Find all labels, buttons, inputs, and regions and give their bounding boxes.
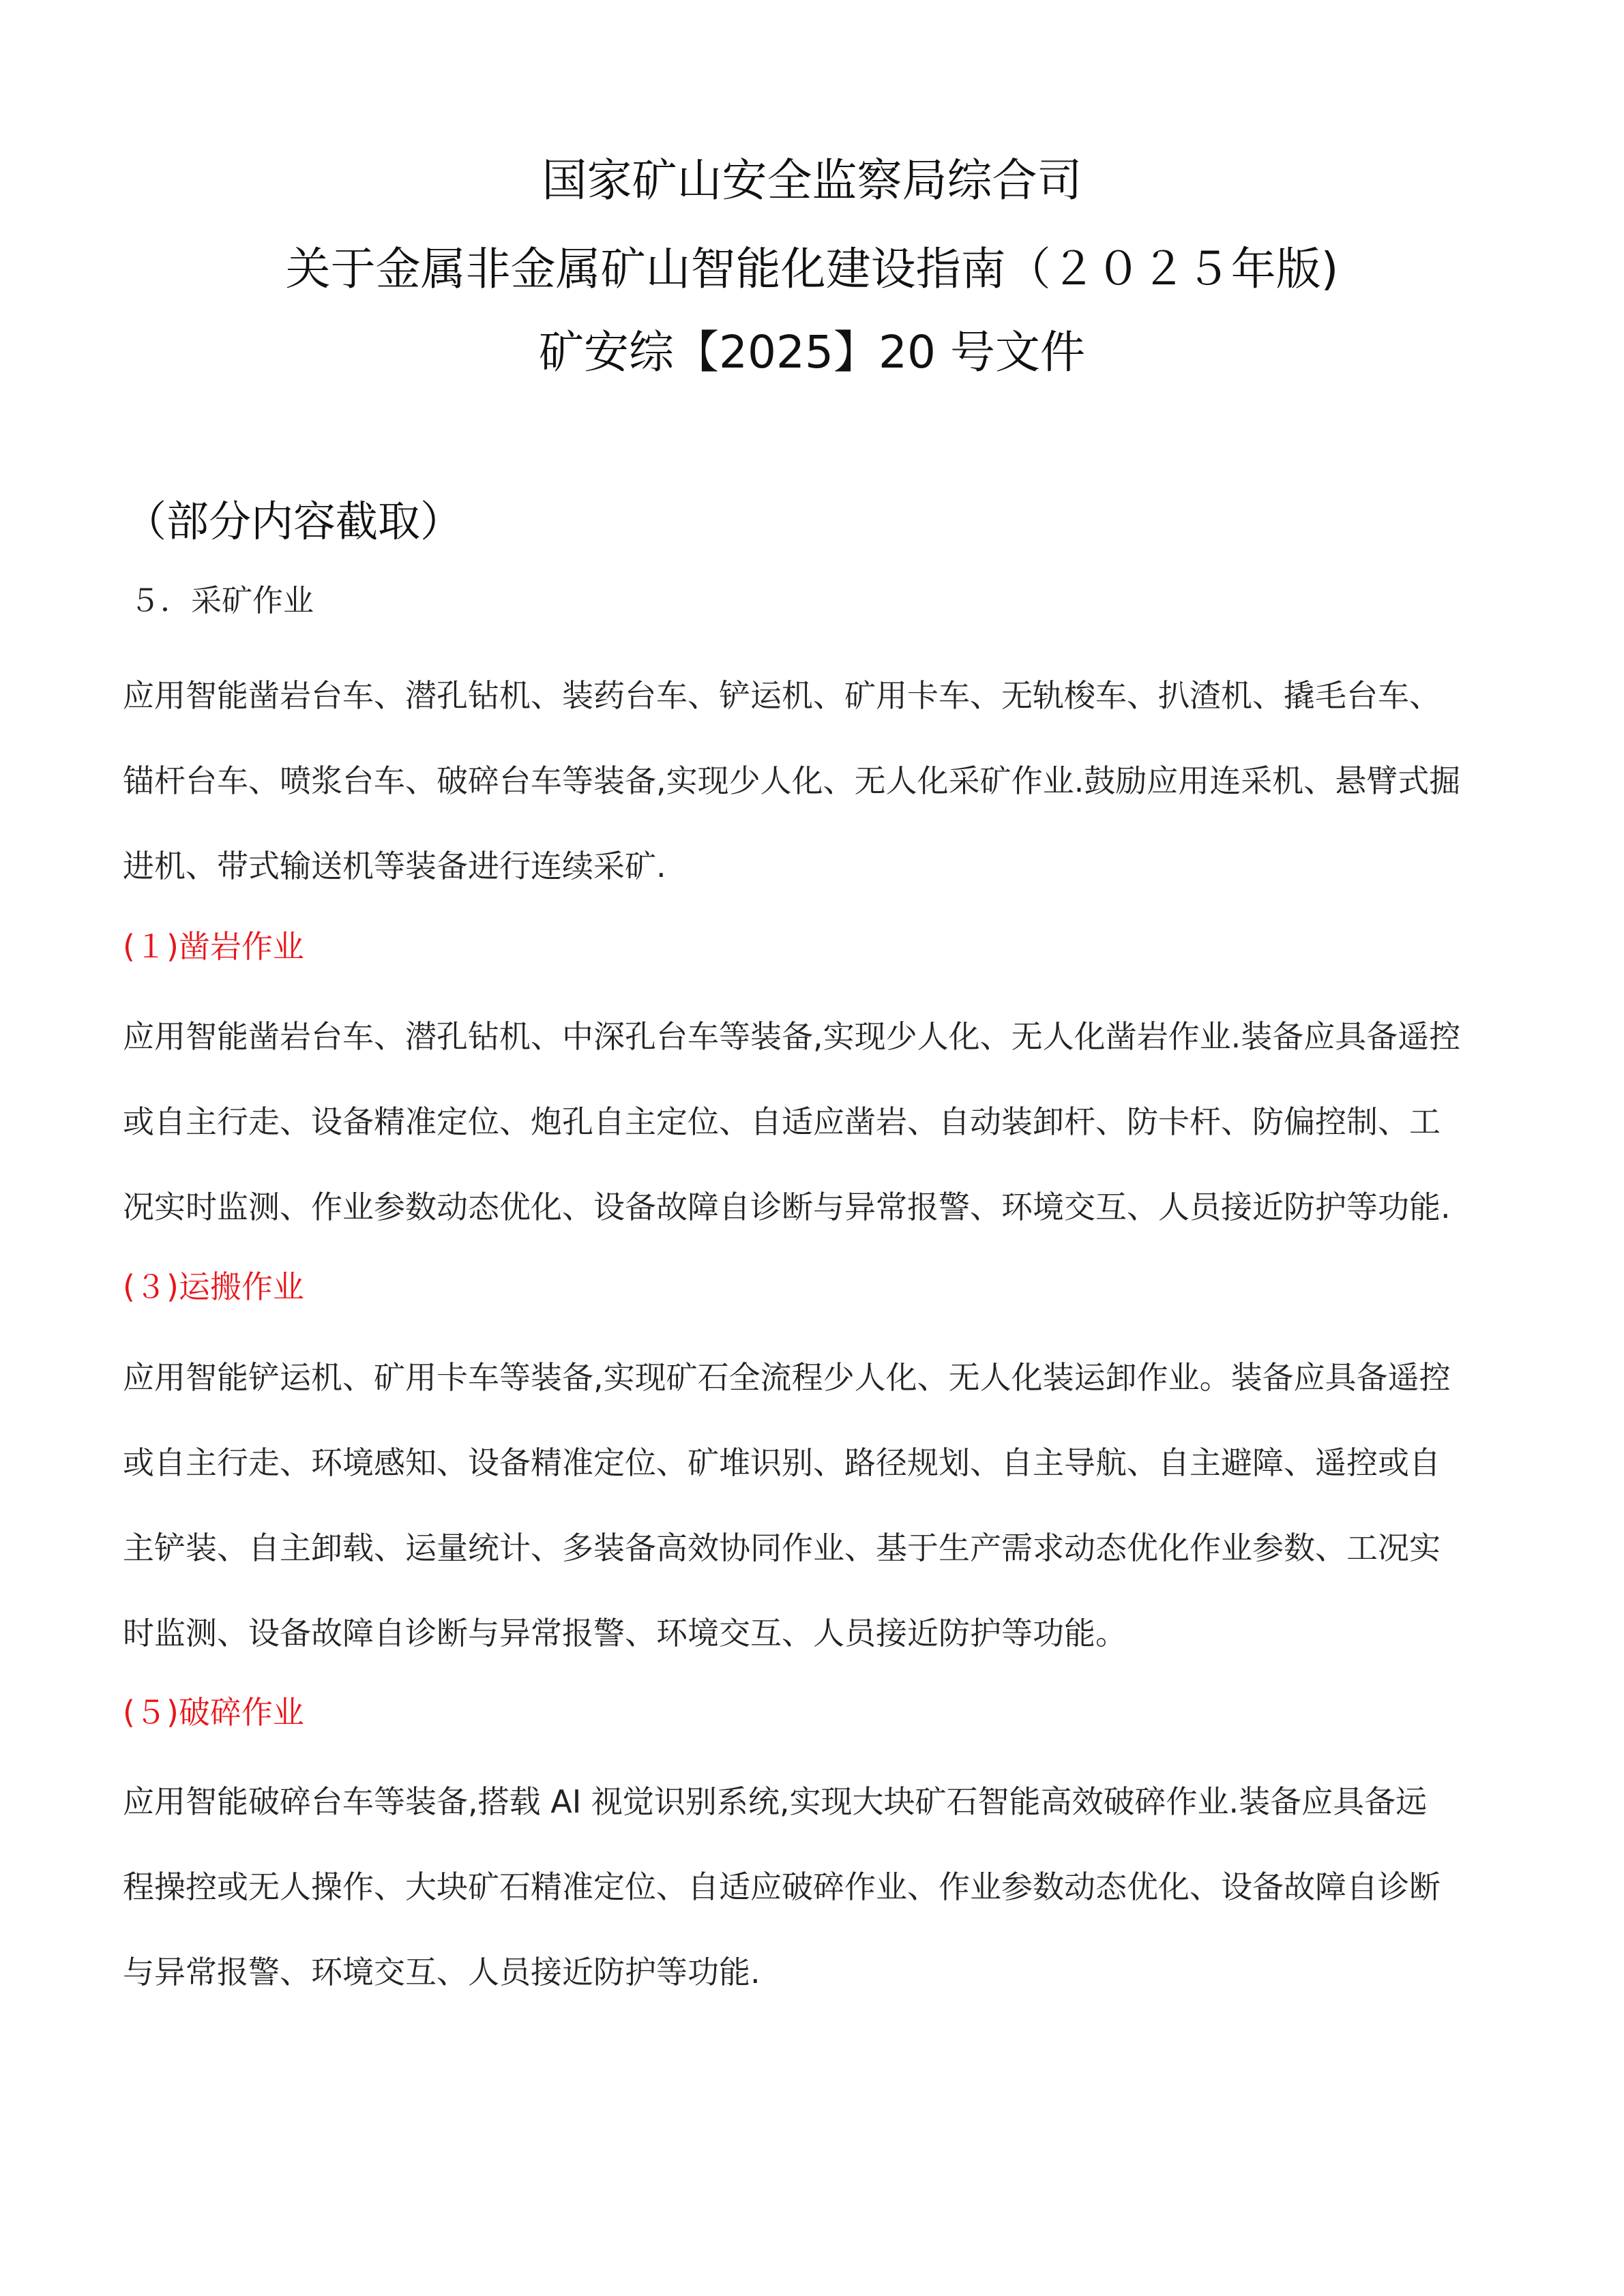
subsection-paragraph-hauling	[123, 1354, 1514, 1695]
title-issuer: 国家矿山安全监察局综合司	[542, 154, 1082, 207]
paragraph-line: 况实时监测、作业参数动态优化、设备故障自诊断与异常报警、环境交互、人员接近防护等功能.	[123, 1189, 1451, 1225]
subsection-heading-crushing: (５)破碎作业	[123, 1694, 304, 1731]
paragraph-line: 应用智能铲运机、矿用卡车等装备,实现矿石全流程少人化、无人化装运卸作业。装备应具备遥控	[123, 1359, 1451, 1396]
paragraph-line: 或自主行走、环境感知、设备精准定位、矿堆识别、路径规划、自主导航、自主避障、遥控或自	[123, 1444, 1441, 1481]
paragraph-line: 进机、带式输送机等装备进行连续采矿.	[123, 848, 666, 884]
subsection-paragraph-drilling	[123, 1013, 1514, 1268]
paragraph-line: 锚杆台车、喷浆台车、破碎台车等装备,实现少人化、无人化采矿作业.鼓励应用连采机、悬臂式掘	[123, 762, 1461, 799]
section-number-heading: ５．采矿作业	[130, 582, 314, 618]
title-document-number: 矿安综【2025】20 号文件	[539, 326, 1085, 378]
paragraph-line: 程操控或无人操作、大块矿石精准定位、自适应破碎作业、作业参数动态优化、设备故障自诊断	[123, 1868, 1441, 1905]
excerpt-note: （部分内容截取）	[124, 496, 463, 546]
paragraph-line: 主铲装、自主卸载、运量统计、多装备高效协同作业、基于生产需求动态优化作业参数、工况实	[123, 1530, 1441, 1566]
paragraph-line: 时监测、设备故障自诊断与异常报警、环境交互、人员接近防护等功能。	[123, 1615, 1127, 1652]
paragraph-line: 与异常报警、环境交互、人员接近防护等功能.	[123, 1954, 761, 1991]
paragraph-line: 应用智能凿岩台车、潜孔钻机、装药台车、铲运机、矿用卡车、无轨梭车、扒渣机、撬毛台车、	[123, 677, 1441, 714]
subsection-paragraph-crushing	[123, 1778, 1514, 2033]
paragraph-line: 应用智能破碎台车等装备,搭载 AI 视觉识别系统,实现大块矿石智能高效破碎作业.装备应具备远	[123, 1783, 1428, 1820]
section-intro-paragraph	[123, 672, 1514, 927]
paragraph-line: 或自主行走、设备精准定位、炮孔自主定位、自适应凿岩、自动装卸杆、防卡杆、防偏控制、工	[123, 1103, 1441, 1140]
subsection-heading-hauling: (３)运搬作业	[123, 1268, 304, 1305]
title-guide-name: 关于金属非金属矿山智能化建设指南（２０２５年版)	[285, 243, 1339, 295]
subsection-heading-drilling: (１)凿岩作业	[123, 928, 304, 965]
paragraph-line: 应用智能凿岩台车、潜孔钻机、中深孔台车等装备,实现少人化、无人化凿岩作业.装备应具备遥控	[123, 1018, 1461, 1055]
